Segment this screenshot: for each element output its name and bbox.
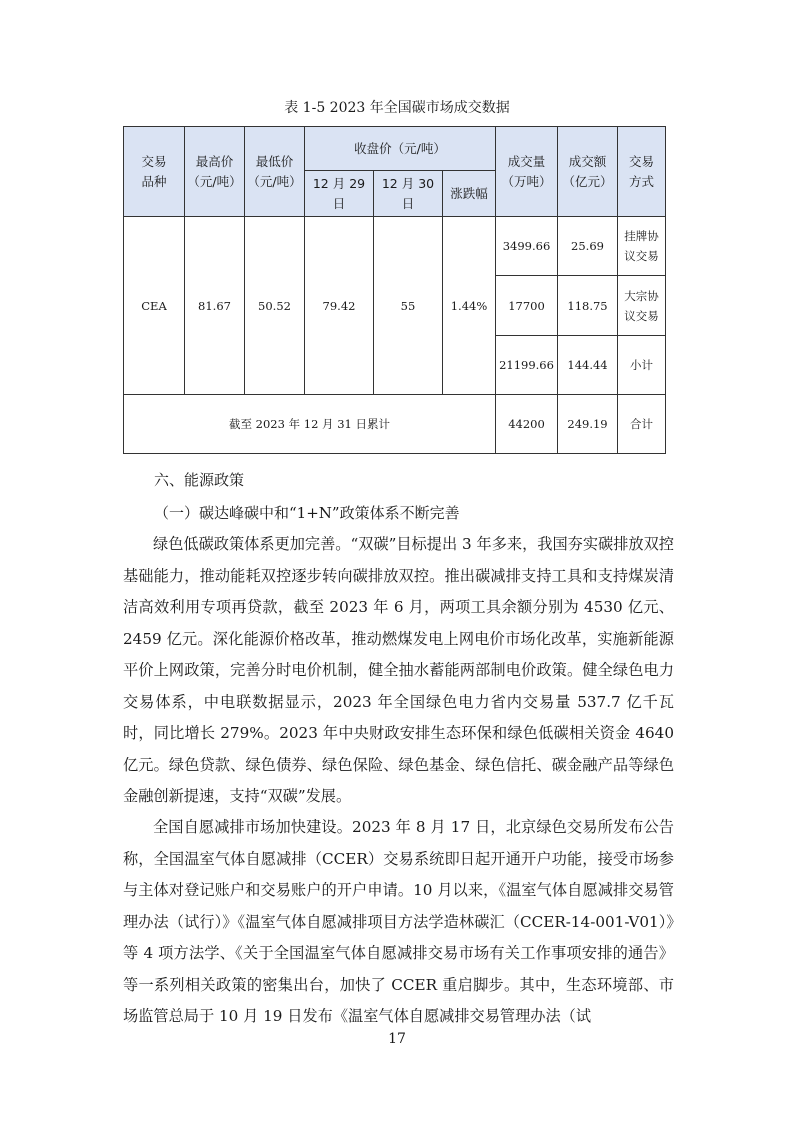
cell-variety: CEA [124,217,185,395]
cell-volume: 21199.66 [496,336,558,395]
cell-change: 1.44% [443,217,496,395]
cell-method: 小计 [618,336,666,395]
cell-method: 大宗协 议交易 [618,276,666,336]
paragraph: 全国自愿减排市场加快建设。2023 年 8 月 17 日，北京绿色交易所发布公告称，全国温室气体自愿减排（CCER）交易系统即日起开通开户功能，接受市场参与主体对登记账户和交易账户的开户申请。10 月以来，《温室气体自愿减排交易管理办法（试行）》《温室气体自愿减排项目方法学造林碳汇（CCER-14-001-V01）》等 4 项方法学、《关于全国温室气体自愿减排交易市场有关工作事项安排的通告》等一系列相关政策的密集出台，加快了 CCER 重启脚步。其中，生态环境部、市场监管总局于 10 月 19 日发布《温室气体自愿减排交易管理办法（试 [123,818,674,1025]
cell-method: 挂牌协 议交易 [618,217,666,276]
cell-total-label: 截至 2023 年 12 月 31 日累计 [124,395,496,454]
table-caption: 表 1-5 2023 年全国碳市场成交数据 [284,100,510,116]
cell-amount: 144.44 [558,336,618,395]
cell-dec29: 79.42 [305,217,374,395]
subsection-heading: （一）碳达峰碳中和“1+N”政策体系不断完善 [154,504,460,522]
header-dec30: 12 月 30 日 [374,171,443,217]
cell-dec30: 55 [374,217,443,395]
cell-total-amount: 249.19 [558,395,618,454]
header-low-price: 最低价 （元/吨） [245,127,305,217]
cell-volume: 3499.66 [496,217,558,276]
section-heading: 六、能源政策 [154,471,245,489]
header-high-price: 最高价 （元/吨） [185,127,245,217]
cell-volume: 17700 [496,276,558,336]
cell-high: 81.67 [185,217,245,395]
header-amount: 成交额 （亿元） [558,127,618,217]
table-row [124,217,666,276]
header-volume: 成交量 （万吨） [496,127,558,217]
header-close-price: 收盘价（元/吨） [305,127,496,171]
header-method: 交易 方式 [618,127,666,217]
header-variety: 交易 品种 [124,127,185,217]
carbon-market-table [123,126,666,454]
cell-total-method: 合计 [618,395,666,454]
paragraph: 绿色低碳政策体系更加完善。“双碳”目标提出 3 年多来，我国夯实碳排放双控基础能力，推动能耗双控逐步转向碳排放双控。推出碳减排支持工具和支持煤炭清洁高效利用专项再贷款，截至 2023 年 6 月，两项工具余额分别为 4530 亿元、2459 亿元。深化能源价格改革，推动燃煤发电上网电价市场化改革，实施新能源平价上网政策，完善分时电价机制，健全抽水蓄能两部制电价政策。健全绿色电力交易体系，中电联数据显示，2023 年全国绿色电力省内交易量 537.7 亿千瓦时，同比增长 279%。2023 年中央财政安排生态环保和绿色低碳相关资金 4640 亿元。绿色贷款、绿色债券、绿色保险、绿色基金、绿色信托、碳金融产品等绿色金融创新提速，支持“双碳”发展。 [123,535,674,805]
cell-total-volume: 44200 [496,395,558,454]
cell-low: 50.52 [245,217,305,395]
page-number: 17 [388,1031,406,1047]
header-dec29: 12 月 29 日 [305,171,374,217]
cell-amount: 25.69 [558,217,618,276]
table-row-total [124,395,666,454]
cell-amount: 118.75 [558,276,618,336]
header-change: 涨跌幅 [443,171,496,217]
